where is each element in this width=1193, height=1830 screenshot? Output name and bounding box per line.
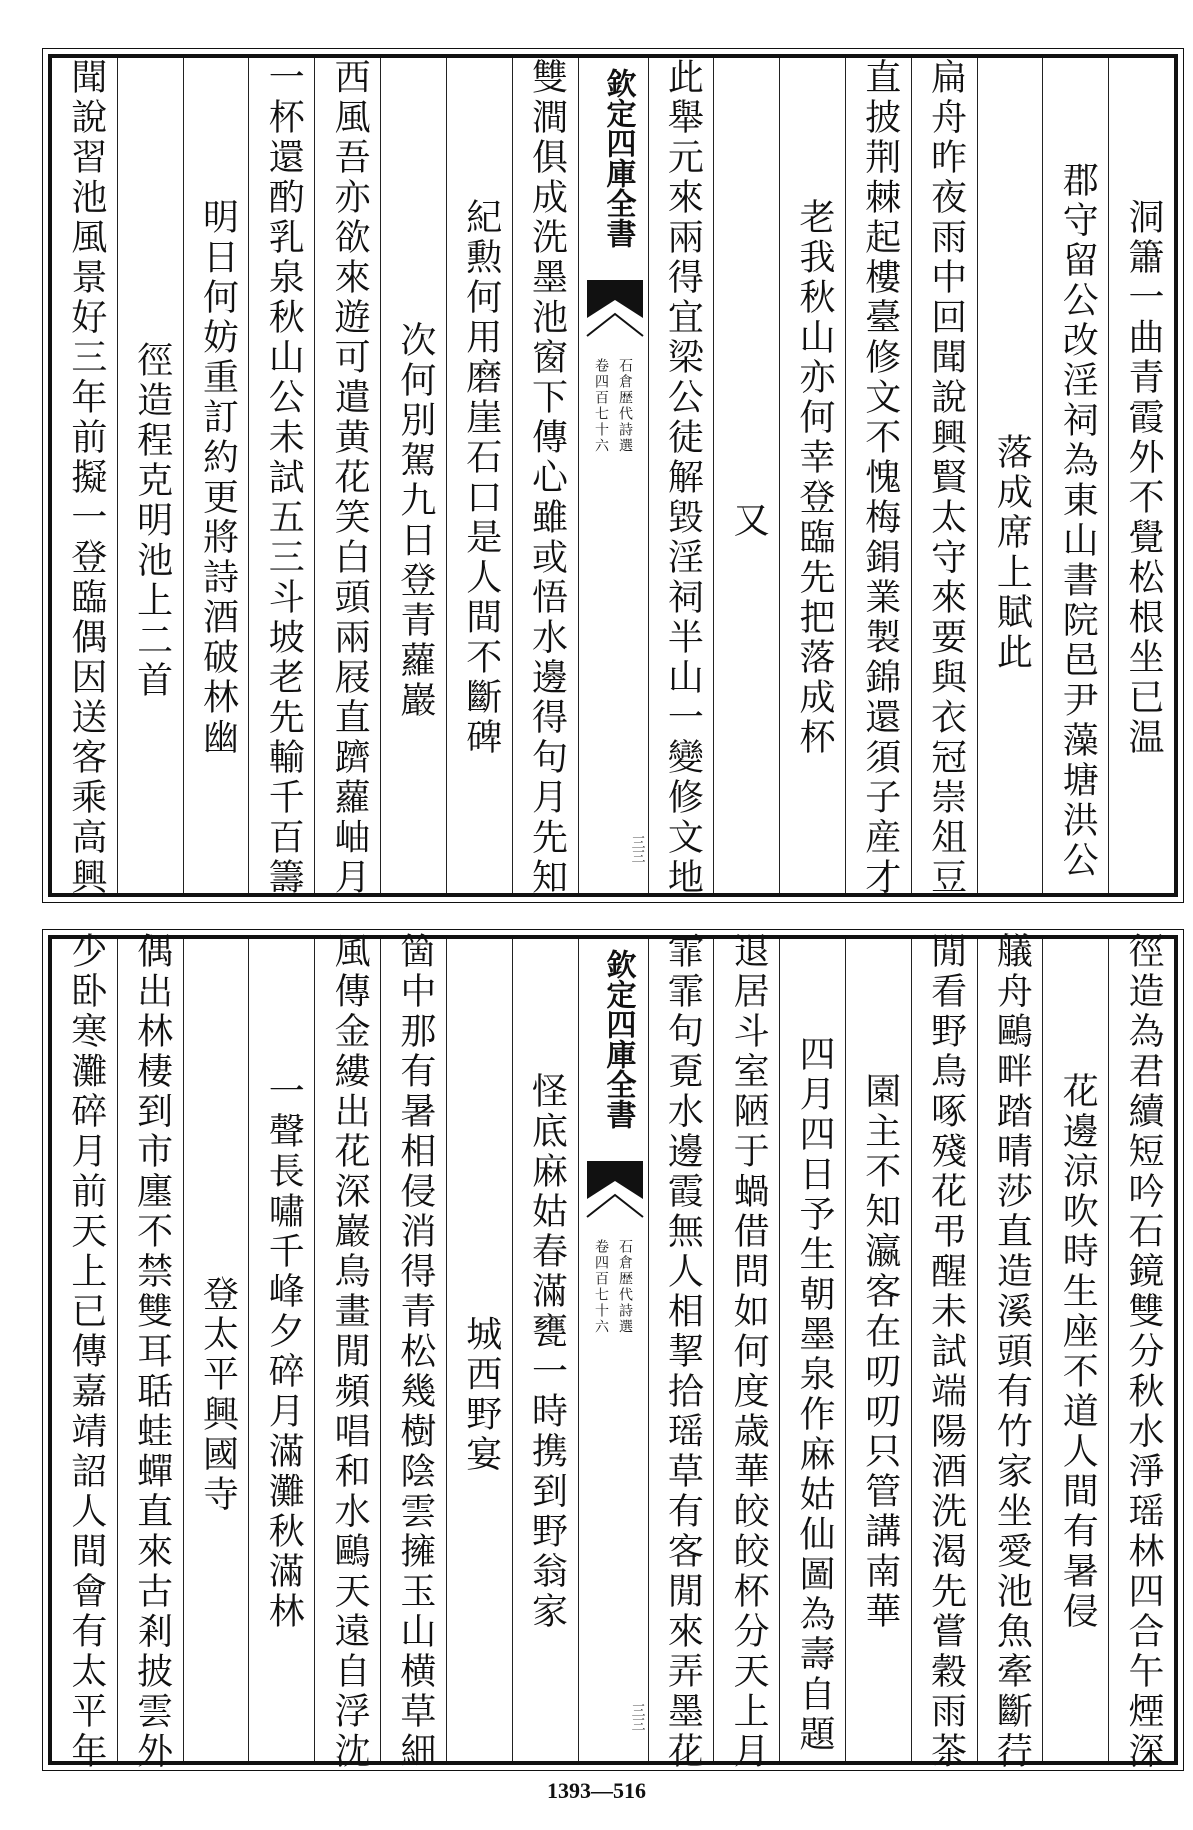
text-column: 聞說習池風景好三年前擬一登臨偶因送客乘高興 [65, 57, 107, 898]
top-page-frame [48, 54, 1178, 897]
text-column: 閒看野鳥啄殘花弔醒未試端陽酒洗渴先嘗穀雨茶 [911, 939, 977, 1761]
book-title: 欽定四庫全書 [600, 949, 636, 1129]
text-column: 郡守留公改淫祠為東山書院邑尹藻塘洪公 [1042, 58, 1108, 893]
center-fold-column [578, 939, 648, 1761]
text-column: 洞簫一曲青霞外不覺松根坐已温 [1108, 58, 1174, 893]
text-column: 明日何妨重訂約更將詩酒破林幽 [183, 58, 249, 893]
text-column: 風傳金縷出花深巖鳥畫閒頻唱和水鷗天遠自浮沈 [314, 939, 380, 1761]
text-column: 花邊涼吹時生座不道人間有暑侵 [1042, 939, 1108, 1761]
text-column: 箇中那有暑相侵消得青松幾樹陰雲擁玉山横草細 [380, 939, 446, 1761]
text-column: 一聲長嘯千峰夕碎月滿灘秋滿林 [248, 939, 314, 1761]
text-column: 徑造為君續短吟石鏡雙分秋水淨瑶林四合午煙深 [1108, 939, 1174, 1761]
leaf-number: 三三 [629, 1703, 646, 1731]
sub-title: 石倉歴代詩選 [617, 358, 633, 454]
text-column: 一杯還酌乳泉秋山公未試五三斗坡老先輸千百籌 [248, 58, 314, 893]
text-column: 此舉元來兩得宜梁公徒解毀淫祠半山一變修文地 [648, 58, 714, 893]
text-column: 艤舟鷗畔踏晴莎直造溪頭有竹家坐愛池魚牽斷荇 [977, 939, 1043, 1761]
sub-title: 石倉歴代詩選 [617, 1239, 633, 1335]
text-column: 偶出林棲到市廛不禁雙耳聒蛙蟬直來古剎披雲外 [117, 939, 183, 1761]
text-column: 退居斗室陋于蝸借問如何度歳華皎皎杯分天上月 [713, 939, 779, 1761]
text-column: 扁舟昨夜雨中回聞說興賢太守來要與衣冠崇俎豆 [911, 58, 977, 893]
text-column: 西風吾亦欲來遊可遣黄花笑白頭兩屐直躋蘿岫月 [314, 58, 380, 893]
poem-title-column: 登太平興國寺 [183, 939, 249, 1761]
leaf-number: 三三 [629, 835, 646, 863]
poem-title-column: 徑造程克明池上二首 [117, 58, 183, 893]
poem-title-column: 次何別駕九日登青蘿巖 [380, 58, 446, 893]
volume-number: 卷四百七十六 [593, 1239, 609, 1335]
volume-number: 卷四百七十六 [593, 358, 609, 454]
center-fold-column [578, 58, 648, 893]
fish-tail-mark-icon [585, 1159, 645, 1219]
poem-title-column: 城西野宴 [446, 939, 512, 1761]
book-title: 欽定四庫全書 [600, 68, 636, 248]
page-footer-number: 1393—516 [547, 1778, 646, 1803]
poem-title-column: 落成席上賦此 [977, 58, 1043, 893]
text-column: 雙澗俱成洗墨池窗下傳心雖或悟水邊得句月先知 [512, 58, 578, 893]
poem-title-column: 四月四日予生朝墨泉作麻姑仙圖為壽自題 [779, 939, 845, 1761]
text-column: 少卧寒灘碎月前天上已傳嘉靖詔人間會有太平年 [65, 932, 107, 1772]
fish-tail-mark-icon [585, 278, 645, 338]
poem-title-column: 又 [713, 58, 779, 893]
text-column: 老我秋山亦何幸登臨先把落成杯 [779, 58, 845, 893]
text-column: 紀勲何用磨崖石口是人間不斷碑 [446, 58, 512, 893]
text-column: 怪底麻姑春滿甕一時携到野翁家 [512, 939, 578, 1761]
text-column: 直披荆棘起樓臺修文不愧梅鋗業製錦還須子産才 [845, 58, 911, 893]
text-column: 霏霏句覔水邊霞無人相挈拾瑶草有客閒來弄墨花 [648, 939, 714, 1761]
bottom-page-frame [48, 932, 1178, 1772]
text-column: 園主不知瀛客在叨叨只管講南華 [845, 939, 911, 1761]
